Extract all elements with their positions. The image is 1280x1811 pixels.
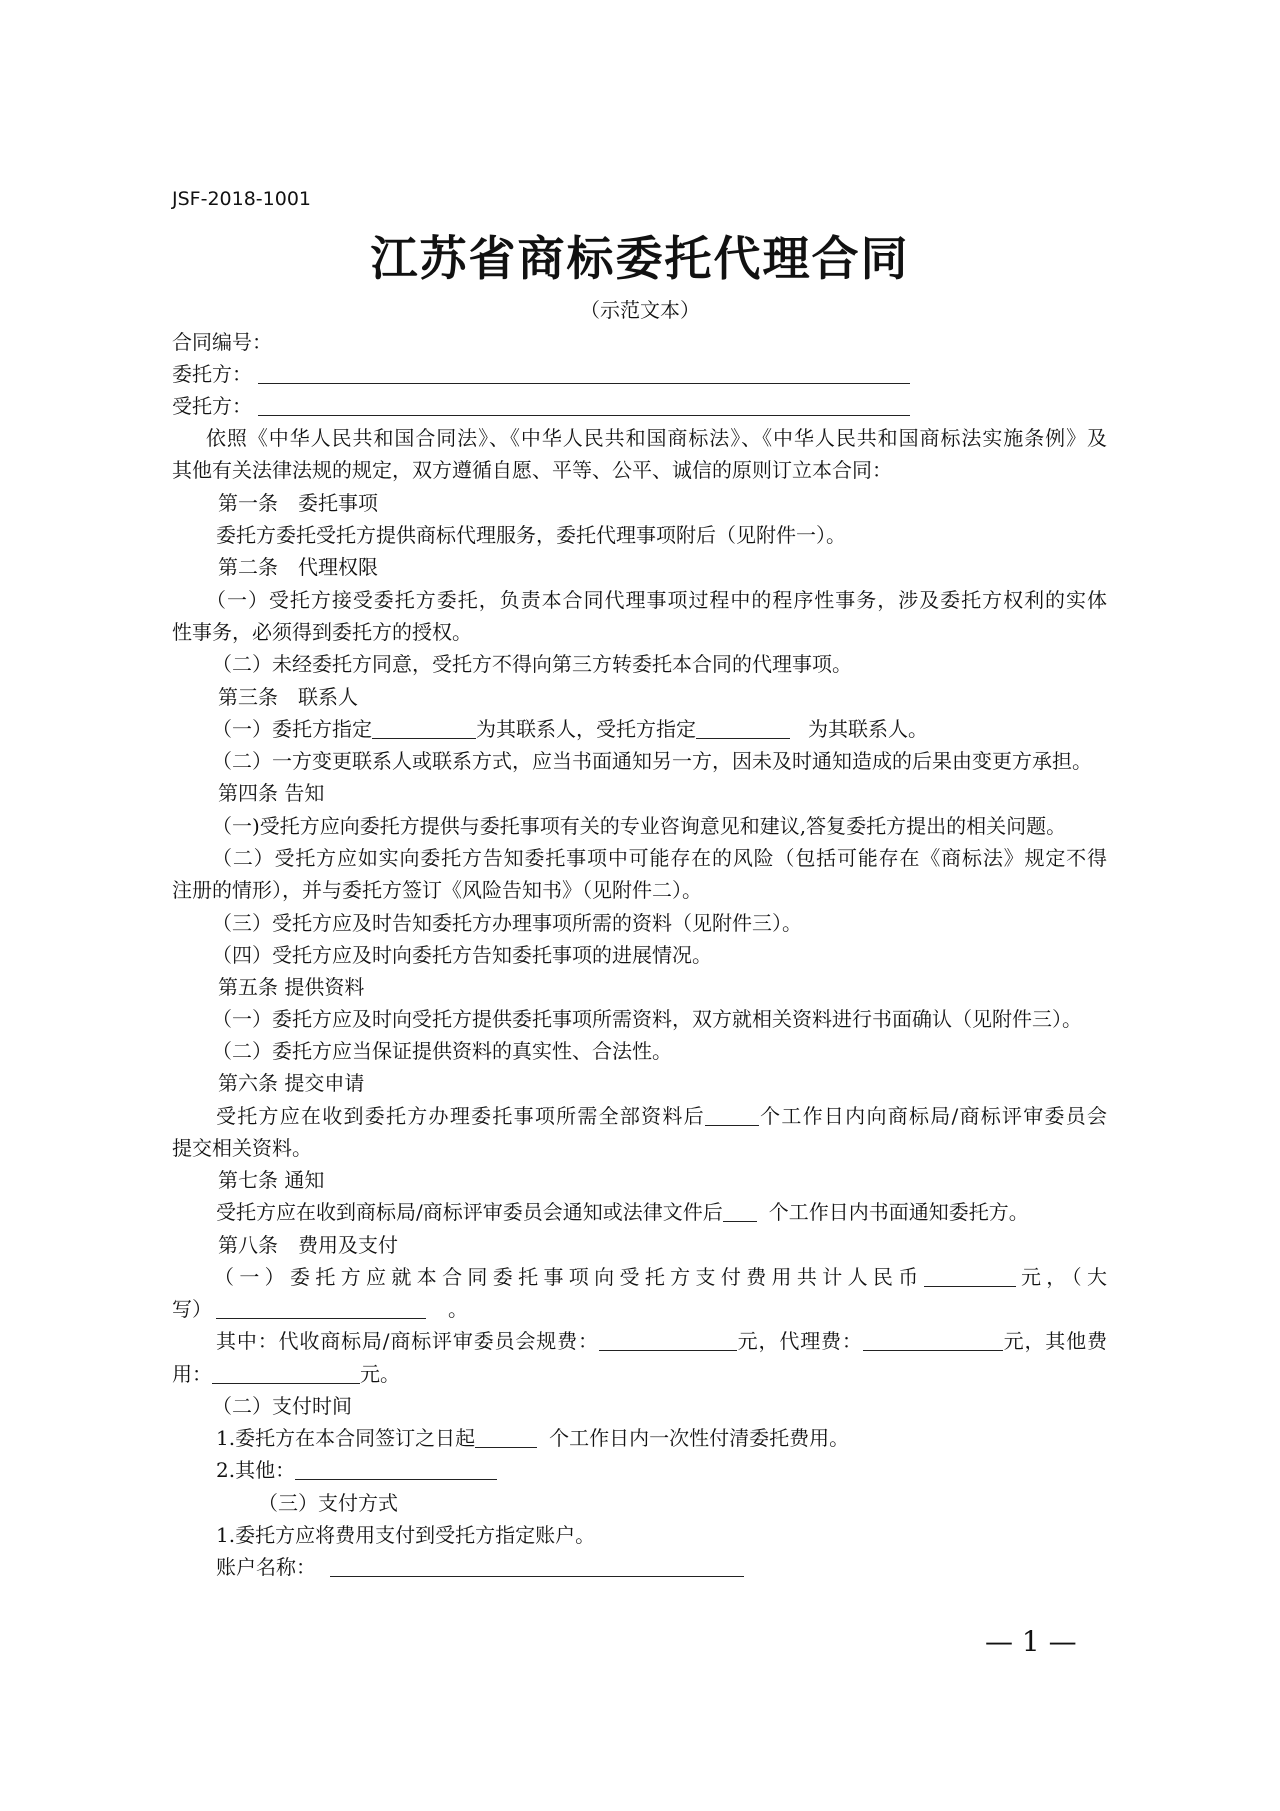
client-blank bbox=[258, 362, 910, 384]
payment-time-item-1 bbox=[216, 1426, 849, 1450]
article-2-p1-line-1: （一）受托方接受委托方委托，负责本合同代理事项过程中的程序性事务，涉及委托方权利的实体 bbox=[206, 588, 1107, 612]
article-2-title: 第二条 代理权限 bbox=[218, 555, 378, 579]
article-7-part-a: 受托方应在收到商标局/商标评审委员会通知或法律文件后 bbox=[216, 1200, 723, 1224]
article-1-title: 第一条 委托事项 bbox=[218, 491, 378, 515]
article-2-p2: （二）未经委托方同意，受托方不得向第三方转委托本合同的代理事项。 bbox=[212, 652, 852, 676]
payment-time-item-2 bbox=[216, 1458, 497, 1482]
article-8-p1-line-2 bbox=[172, 1297, 468, 1321]
payment-method-item-1: 1.委托方应将费用支付到受托方指定账户。 bbox=[216, 1523, 596, 1547]
official-fee-label: 其中：代收商标局/商标评审委员会规费： bbox=[216, 1329, 599, 1353]
contract-no-label: 合同编号： bbox=[172, 330, 272, 354]
agent-label: 受托方： bbox=[172, 394, 252, 418]
client-label: 委托方： bbox=[172, 362, 252, 386]
fee-breakdown-line-1 bbox=[216, 1329, 1107, 1353]
article-2-p1-line-2: 性事务，必须得到委托方的授权。 bbox=[172, 620, 472, 644]
agency-fee-label: 元，代理费： bbox=[736, 1329, 863, 1353]
article-6-part-a: 受托方应在收到委托方办理委托事项所需全部资料后 bbox=[216, 1104, 705, 1128]
article-4-p1: （一)受托方应向委托方提供与委托事项有关的专业咨询意见和建议,答复委托方提出的相关问题。 bbox=[212, 814, 1067, 838]
other-fee-label: 元，其他费 bbox=[1002, 1329, 1107, 1353]
agent-blank bbox=[258, 394, 910, 416]
article-4-p3: （三）受托方应及时告知委托方办理事项所需的资料（见附件三）。 bbox=[212, 911, 802, 935]
article-6-line-1 bbox=[216, 1104, 1107, 1128]
article-7-text bbox=[216, 1200, 1029, 1224]
article-8-title: 第八条 费用及支付 bbox=[218, 1233, 398, 1257]
article-3-p2: （二）一方变更联系人或联系方式，应当书面通知另一方，因未及时通知造成的后果由变更方承担。 bbox=[212, 749, 1092, 773]
client-line bbox=[172, 362, 910, 386]
capital-amount-end: 。 bbox=[448, 1297, 468, 1321]
other-fee-blank bbox=[212, 1362, 360, 1384]
other-fee-label-2: 用： bbox=[172, 1362, 212, 1386]
article-3-p1-part-a: （一）委托方指定 bbox=[212, 717, 372, 741]
article-4-p4: （四）受托方应及时向委托方告知委托事项的进展情况。 bbox=[212, 943, 712, 967]
total-fee-text-a: （一）委托方应就本合同委托事项向受托方支付费用共计人民币 bbox=[214, 1265, 924, 1289]
article-3-title: 第三条 联系人 bbox=[218, 685, 358, 709]
account-name-label: 账户名称： bbox=[216, 1555, 316, 1579]
preamble-line-2: 其他有关法律法规的规定，双方遵循自愿、平等、公平、诚信的原则订立本合同： bbox=[172, 458, 892, 482]
article-6-part-b: 个工作日内向商标局/商标评审委员会 bbox=[758, 1104, 1108, 1128]
page-number: — 1 — bbox=[985, 1625, 1077, 1658]
official-fee-blank bbox=[599, 1329, 737, 1351]
notify-days-blank bbox=[723, 1200, 757, 1222]
article-6-line-2: 提交相关资料。 bbox=[172, 1136, 312, 1160]
payment-time-text-b: 个工作日内一次性付清委托费用。 bbox=[549, 1426, 850, 1450]
document-title: 江苏省商标委托代理合同 bbox=[370, 232, 910, 287]
client-contact-blank bbox=[372, 717, 476, 739]
article-4-title: 第四条 告知 bbox=[218, 781, 325, 805]
article-3-p1-part-c: 为其联系人。 bbox=[808, 717, 928, 741]
document-code: JSF-2018-1001 bbox=[172, 188, 312, 210]
payment-days-blank bbox=[475, 1426, 537, 1448]
agent-contact-blank bbox=[696, 717, 790, 739]
article-8-p1-line-1 bbox=[214, 1265, 1107, 1289]
capital-amount-label: 写） bbox=[172, 1297, 212, 1321]
article-5-p1: （一）委托方应及时向受托方提供委托事项所需资料，双方就相关资料进行书面确认（见附件三）。 bbox=[212, 1007, 1082, 1031]
article-4-p2-line-2: 注册的情形），并与委托方签订《风险告知书》（见附件二）。 bbox=[172, 878, 702, 902]
document-subtitle: （示范文本） bbox=[580, 298, 700, 322]
account-name-line bbox=[216, 1555, 744, 1579]
article-5-title: 第五条 提供资料 bbox=[218, 975, 365, 999]
preamble-line-1: 依照《中华人民共和国合同法》、《中华人民共和国商标法》、《中华人民共和国商标法实施条例》及 bbox=[206, 426, 1107, 450]
capital-amount-blank bbox=[216, 1297, 426, 1319]
account-name-blank bbox=[330, 1555, 744, 1577]
submit-days-blank bbox=[705, 1104, 759, 1126]
payment-time-heading: （二）支付时间 bbox=[212, 1394, 352, 1418]
article-4-p2-line-1: （二）受托方应如实向委托方告知委托事项中可能存在的风险（包括可能存在《商标法》规定不得 bbox=[212, 846, 1107, 870]
fee-breakdown-line-2 bbox=[172, 1362, 400, 1386]
article-7-title: 第七条 通知 bbox=[218, 1168, 325, 1192]
article-7-part-b: 个工作日内书面通知委托方。 bbox=[768, 1200, 1029, 1224]
payment-other-blank bbox=[295, 1458, 497, 1480]
article-1-text: 委托方委托受托方提供商标代理服务，委托代理事项附后（见附件一）。 bbox=[216, 523, 846, 547]
payment-time-text-a: 1.委托方在本合同签订之日起 bbox=[216, 1426, 476, 1450]
article-5-p2: （二）委托方应当保证提供资料的真实性、合法性。 bbox=[212, 1039, 672, 1063]
agency-fee-blank bbox=[863, 1329, 1003, 1351]
article-3-p1-part-b: 为其联系人，受托方指定 bbox=[476, 717, 696, 741]
payment-method-heading: （三）支付方式 bbox=[258, 1491, 398, 1515]
agent-line bbox=[172, 394, 910, 418]
total-fee-text-b: 元，（大 bbox=[1015, 1265, 1107, 1289]
article-6-title: 第六条 提交申请 bbox=[218, 1071, 365, 1095]
total-fee-blank bbox=[924, 1265, 1016, 1287]
other-fee-unit: 元。 bbox=[360, 1362, 400, 1386]
article-3-p1 bbox=[212, 717, 928, 741]
payment-other-label: 2.其他： bbox=[216, 1458, 296, 1482]
